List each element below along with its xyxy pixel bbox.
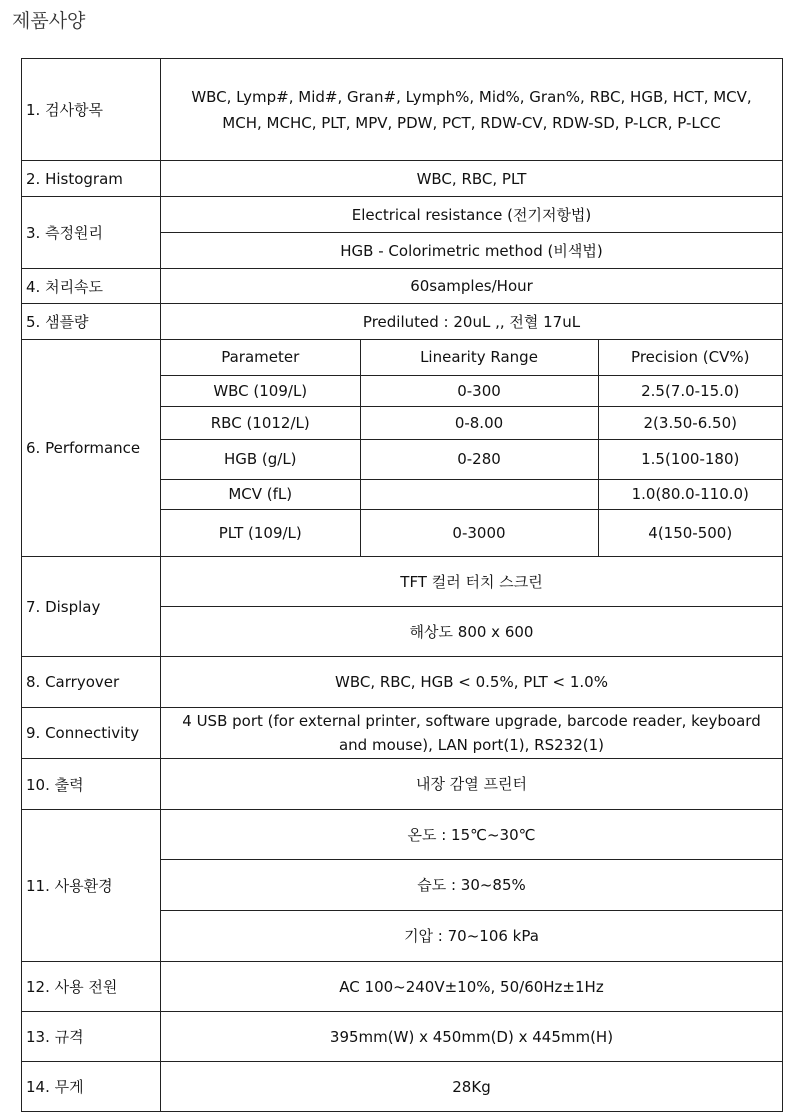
performance-cell-parameter: RBC (1012/L) [161, 406, 360, 439]
performance-cell-linearity [360, 479, 598, 509]
performance-row [161, 509, 782, 556]
spec-row-output [22, 759, 783, 810]
row-label: 4. 처리속도 [22, 269, 161, 304]
performance-cell-linearity: 0-300 [360, 375, 598, 406]
row-label: 12. 사용 전원 [22, 962, 161, 1012]
performance-header: Parameter [161, 340, 360, 375]
row-value: HGB - Colorimetric method (비색법) [161, 233, 783, 269]
row-value: Prediluted : 20uL ,, 전혈 17uL [161, 304, 783, 340]
row-value: WBC, RBC, HGB < 0.5%, PLT < 1.0% [161, 657, 783, 708]
page-title: 제품사양 [12, 10, 86, 32]
performance-cell-precision: 1.0(80.0-110.0) [598, 479, 782, 509]
row-value: WBC, RBC, PLT [161, 161, 783, 197]
row-value: AC 100~240V±10%, 50/60Hz±1Hz [161, 962, 783, 1012]
row-label: 5. 샘플량 [22, 304, 161, 340]
spec-row-principle [22, 197, 783, 233]
row-value: 내장 감열 프린터 [161, 759, 783, 810]
spec-row-dimensions [22, 1012, 783, 1062]
row-label: 10. 출력 [22, 759, 161, 810]
row-label: 8. Carryover [22, 657, 161, 708]
row-value: Electrical resistance (전기저항법) [161, 197, 783, 233]
spec-table [21, 58, 783, 1112]
performance-cell-precision: 2(3.50-6.50) [598, 406, 782, 439]
performance-table [161, 340, 782, 556]
performance-header-row [161, 340, 782, 375]
spec-row-performance [22, 340, 783, 557]
performance-cell-parameter: WBC (109/L) [161, 375, 360, 406]
spec-row-weight [22, 1062, 783, 1112]
spec-row-connectivity [22, 708, 783, 759]
spec-row-items [22, 59, 783, 161]
spec-row-display [22, 557, 783, 607]
performance-header: Precision (CV%) [598, 340, 782, 375]
row-label: 1. 검사항목 [22, 59, 161, 161]
spec-row-sample-volume [22, 304, 783, 340]
performance-cell-parameter: HGB (g/L) [161, 439, 360, 479]
row-label: 9. Connectivity [22, 708, 161, 759]
row-label: 13. 규격 [22, 1012, 161, 1062]
spec-row-carryover [22, 657, 783, 708]
row-value: TFT 컬러 터치 스크린 [161, 557, 783, 607]
row-value: WBC, Lymp#, Mid#, Gran#, Lymph%, Mid%, Gran%, RBC, HGB, HCT, MCV, MCH, MCHC, PLT, MPV, PDW, PCT, RDW-CV, RDW-SD, P-LCR, P-LCC [161, 59, 783, 161]
row-value: 60samples/Hour [161, 269, 783, 304]
row-label: 6. Performance [22, 340, 161, 557]
performance-row [161, 479, 782, 509]
row-label: 3. 측정원리 [22, 197, 161, 269]
performance-cell-linearity: 0-280 [360, 439, 598, 479]
row-value: 4 USB port (for external printer, software upgrade, barcode reader, keyboard and mouse), LAN port(1), RS232(1) [161, 708, 783, 759]
performance-cell-parameter: MCV (fL) [161, 479, 360, 509]
row-value: 기압 : 70~106 kPa [161, 911, 783, 962]
row-label: 14. 무게 [22, 1062, 161, 1112]
performance-header: Linearity Range [360, 340, 598, 375]
row-value: 온도 : 15℃~30℃ [161, 810, 783, 860]
spec-row-histogram [22, 161, 783, 197]
row-value: 습도 : 30~85% [161, 860, 783, 911]
performance-row [161, 439, 782, 479]
performance-row [161, 406, 782, 439]
performance-cell-linearity: 0-3000 [360, 509, 598, 556]
row-value: 해상도 800 x 600 [161, 607, 783, 657]
performance-cell [161, 340, 783, 557]
row-label: 11. 사용환경 [22, 810, 161, 962]
performance-cell-linearity: 0-8.00 [360, 406, 598, 439]
performance-cell-precision: 1.5(100-180) [598, 439, 782, 479]
row-value: 395mm(W) x 450mm(D) x 445mm(H) [161, 1012, 783, 1062]
row-value: 28Kg [161, 1062, 783, 1112]
performance-row [161, 375, 782, 406]
spec-row-power [22, 962, 783, 1012]
spec-row-environment [22, 810, 783, 860]
performance-cell-parameter: PLT (109/L) [161, 509, 360, 556]
performance-cell-precision: 2.5(7.0-15.0) [598, 375, 782, 406]
row-label: 7. Display [22, 557, 161, 657]
row-label: 2. Histogram [22, 161, 161, 197]
spec-row-throughput [22, 269, 783, 304]
performance-cell-precision: 4(150-500) [598, 509, 782, 556]
